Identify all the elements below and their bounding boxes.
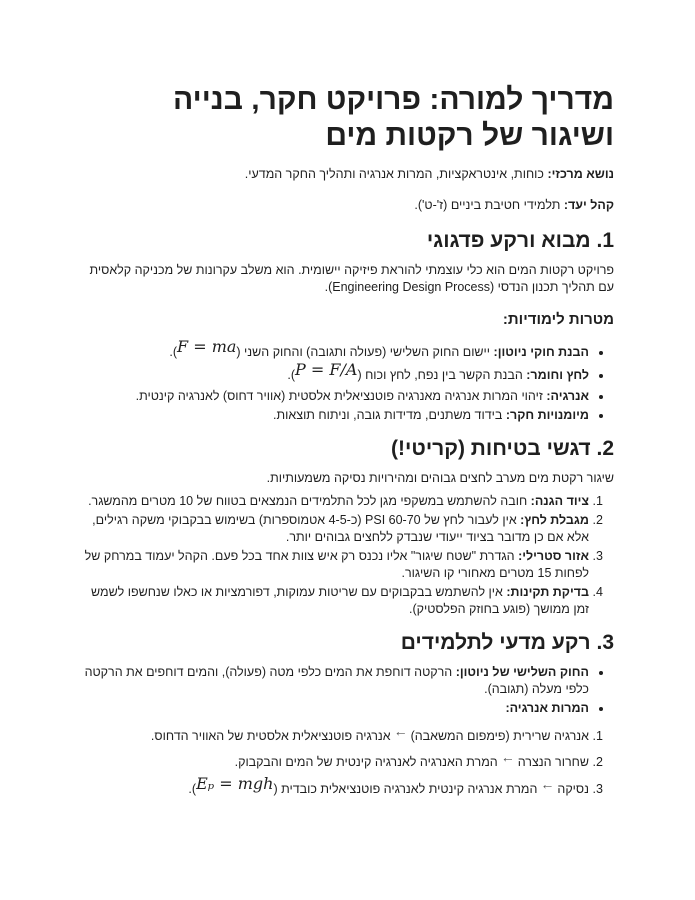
list-item (84, 664, 589, 698)
arrow-left-icon: ← (500, 749, 515, 765)
item-text: יישום החוק השלישי (פעולה ותגובה) והחוק השני ( (236, 345, 494, 359)
item-end: ). (188, 782, 197, 796)
step-to: המרת האנרגיה לאנרגיה קינטית של המים והבקבוק. (234, 755, 498, 769)
formula: P = F/A (295, 360, 358, 379)
item-label: אנרגיה: (546, 389, 589, 403)
item-label: מגבלת לחץ: (520, 513, 589, 527)
item-text: אין לעבור לחץ של PSI 60-70 (כ-4-5 אטמוספרות) בשימוש בבקבוקי משקה רגילים, אלא אם כן מדובר בציוד ייעודי שנבדק ללחצים גבוהים יותר. (92, 513, 589, 544)
section2-heading: 2. דגשי בטיחות (קריטי!) (391, 437, 614, 460)
audience-label: קהל יעד: (563, 198, 614, 212)
section1-paragraph: פרויקט רקטות המים הוא כלי עוצמתי להוראת פיזיקה יישומית. הוא משלב עקרונות של מכניקה קלאסית עם תהליך תכנון הנדסי (Engineering Design Process). (89, 263, 614, 294)
list-item (84, 493, 589, 510)
topic-line (84, 166, 614, 183)
list-item (84, 723, 589, 745)
item-label: המרות אנרגיה: (505, 701, 589, 715)
arrow-left-icon: ← (393, 723, 408, 739)
formula: Eₚ = mgh (196, 774, 274, 793)
step-from: אנרגיה שרירית (פימפום המשאבה) (410, 729, 589, 743)
item-label: בדיקת תקינות: (506, 585, 589, 599)
section1-heading: 1. מבוא ורקע פדגוגי (426, 229, 614, 252)
item-label: מיומנויות חקר: (505, 408, 589, 422)
list-item (84, 774, 589, 798)
energy-steps (84, 723, 614, 798)
item-text: זיהוי המרות אנרגיה מאנרגיה פוטנציאלית אלסטית (אוויר דחוס) לאנרגיה קינטית. (135, 389, 547, 403)
item-label: לחץ וחומר: (526, 368, 589, 382)
topic-text: כוחות, אינטראקציות, המרות אנרגיה ותהליך החקר המדעי. (244, 167, 548, 181)
document (84, 82, 614, 806)
list-item (84, 360, 589, 384)
science-list (84, 664, 614, 717)
list-item (84, 337, 589, 361)
section3-heading: 3. רקע מדעי לתלמידים (400, 631, 614, 654)
step-to: אנרגיה פוטנציאלית אלסטית של האוויר הדחוס. (150, 729, 391, 743)
arrow-left-icon: ← (540, 776, 555, 792)
list-item (84, 388, 589, 405)
step-to: המרת אנרגיה קינטית לאנרגיה פוטנציאלית כובדית ( (273, 782, 538, 796)
step-from: נסיקה (557, 782, 589, 796)
item-text: הגדרת "שטח שיגור" אליו נכנס רק איש צוות אחד בכל פעם. הקהל יעמוד במרחק של לפחות 15 מטרים מאחורי קו השיגור. (84, 549, 589, 580)
item-text: הבנת הקשר בין נפח, לחץ וכוח ( (357, 368, 527, 382)
audience-text: תלמידי חטיבת ביניים (ז'-ט'). (414, 198, 564, 212)
page-title: מדריך למורה: פרויקט חקר, בנייה ושיגור של רקטות מים (172, 83, 614, 152)
list-item (84, 407, 589, 424)
item-text: הרקטה דוחפת את המים כלפי מטה (פעולה), והמים דוחפים את הרקטה כלפי מעלה (תגובה). (84, 665, 589, 696)
goals-list (84, 337, 614, 424)
step-from: שחרור הנצרה (517, 755, 589, 769)
list-item (84, 512, 589, 546)
list-item (84, 584, 589, 618)
item-label: החוק השלישי של ניוטון: (455, 665, 589, 679)
list-item (84, 749, 589, 771)
item-end: ). (287, 368, 296, 382)
item-label: אזור סטרילי: (518, 549, 589, 563)
item-text: אין להשתמש בבקבוקים עם שריטות עמוקות, דפורמציות או כאלו שנחשפו לשמש זמן ממושך (פוגע בחוזק הפלסטיק). (91, 585, 589, 616)
item-text: בידוד משתנים, מדידות גובה, וניתוח תוצאות. (273, 408, 506, 422)
section2-paragraph: שיגור רקטת מים מערב לחצים גבוהים ומהירויות נסיקה משמעותיות. (266, 471, 614, 485)
topic-label: נושא מרכזי: (547, 167, 614, 181)
formula: F = ma (177, 337, 237, 356)
safety-list (84, 493, 614, 618)
audience-line (84, 197, 614, 214)
item-text: חובה להשתמש במשקפי מגן לכל התלמידים הנמצאים בטווח של 10 מטרים מהמשגר. (88, 494, 531, 508)
item-end: ). (169, 345, 178, 359)
item-label: הבנת חוקי ניוטון: (493, 345, 589, 359)
goals-heading: מטרות לימודיות: (502, 311, 614, 328)
item-label: ציוד הגנה: (530, 494, 589, 508)
list-item (84, 700, 589, 717)
list-item (84, 548, 589, 582)
